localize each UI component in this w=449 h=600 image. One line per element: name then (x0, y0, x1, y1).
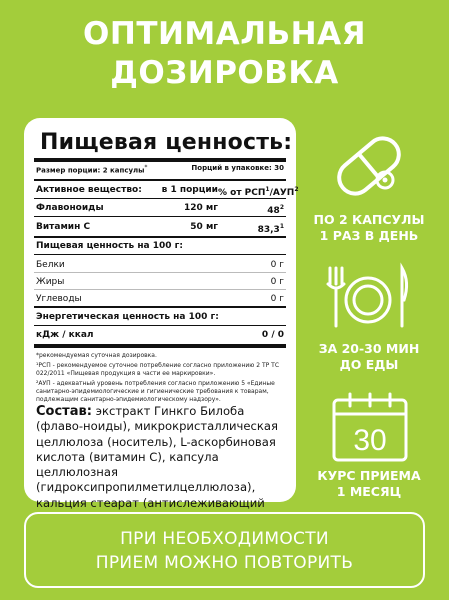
composition-text (36, 404, 286, 526)
col-per-serving: в 1 порции (161, 185, 218, 195)
divider (34, 306, 286, 308)
divider (34, 236, 286, 238)
serving-row (36, 164, 284, 175)
repeat-intake-banner (24, 512, 425, 588)
capsule-line1: ПО 2 КАПСУЛЫ (313, 212, 425, 227)
serving-size-sup: * (144, 165, 148, 171)
per100-row-carbs: Углеводы 0 г (36, 294, 284, 304)
course-line2: 1 МЕСЯЦ (336, 484, 402, 499)
calendar-number: 30 (353, 424, 387, 457)
per100-heading: Пищевая ценность на 100 г: (36, 241, 183, 251)
footnote-daily: *рекомендуемая суточная дозировка. (36, 352, 157, 359)
footnote-rsp: ¹РСП - рекомендуемое суточное потребление согласно приложению 2 ТР ТС 022/2011 «Пищевая продукция в части ее маркировки». (36, 362, 280, 377)
plate-cutlery-icon (320, 262, 416, 332)
serving-size: Размер порции: 2 капсулы (36, 166, 145, 175)
course-line1: КУРС ПРИЕМА (317, 468, 421, 483)
col-percent: % от РСП$^1$/АУП$^2$ (218, 186, 299, 198)
meal-line1: ЗА 20-30 МИН (318, 341, 420, 356)
energy-row: кДж / ккал 0 / 0 (36, 330, 284, 340)
banner-line1: ПРИ НЕОБХОДИМОСТИ (120, 529, 329, 549)
composition-body: экстракт Гинкго Билоба (флаво-нoиды), микрокристаллическая целлюлоза (носитель), L-аскорбиновая кислота (витамин С), капсула целлюлозная (гидроксипропилметилцеллюлоза), кальция стеарат (антислеживающий (36, 404, 278, 510)
per100-row-fat: Жиры 0 г (36, 277, 284, 287)
nutrition-card (24, 118, 299, 510)
divider (34, 344, 286, 348)
divider (34, 254, 286, 255)
divider (34, 158, 286, 162)
meal-line2: ДО ЕДЫ (339, 357, 399, 372)
active-header-row (36, 184, 299, 199)
active-label: Активное вещество: (36, 185, 142, 195)
divider (34, 289, 286, 290)
divider (34, 325, 286, 326)
footnote-aup: ²АУП - адекватный уровень потребления согласно приложению 5 «Единые санитарно-эпидемиологические и гигиенические требования к товарам, подлежащим санитарно-эпидемиологическому надзору». (36, 380, 275, 403)
nutrient-row-vitamin-c: Витамин С 50 мг 83,3$^1$ (36, 222, 284, 235)
calendar-icon (328, 390, 412, 464)
banner-line2: ПРИЕМ МОЖНО ПОВТОРИТЬ (95, 553, 354, 573)
nutrition-heading: Пищевая ценность: (40, 130, 293, 155)
capsule-line2: 1 РАЗ В ДЕНЬ (319, 228, 419, 243)
divider (34, 272, 286, 273)
divider (34, 216, 286, 217)
per100-row-protein: Белки 0 г (36, 260, 284, 270)
servings-per-pack: Порций в упаковке: 30 (191, 164, 284, 172)
energy-heading: Энергетическая ценность на 100 г: (36, 312, 219, 322)
divider (34, 179, 286, 181)
composition-label: Состав: (36, 404, 92, 419)
page-title-line1: ОПТИМАЛЬНАЯ (83, 16, 366, 52)
page-title-line2: ДОЗИРОВКА (110, 55, 339, 91)
nutrient-row-flavonoids: Флавоноиды 120 мг $48^2$ (36, 203, 284, 216)
capsule-icon (327, 124, 411, 208)
divider (34, 198, 286, 199)
